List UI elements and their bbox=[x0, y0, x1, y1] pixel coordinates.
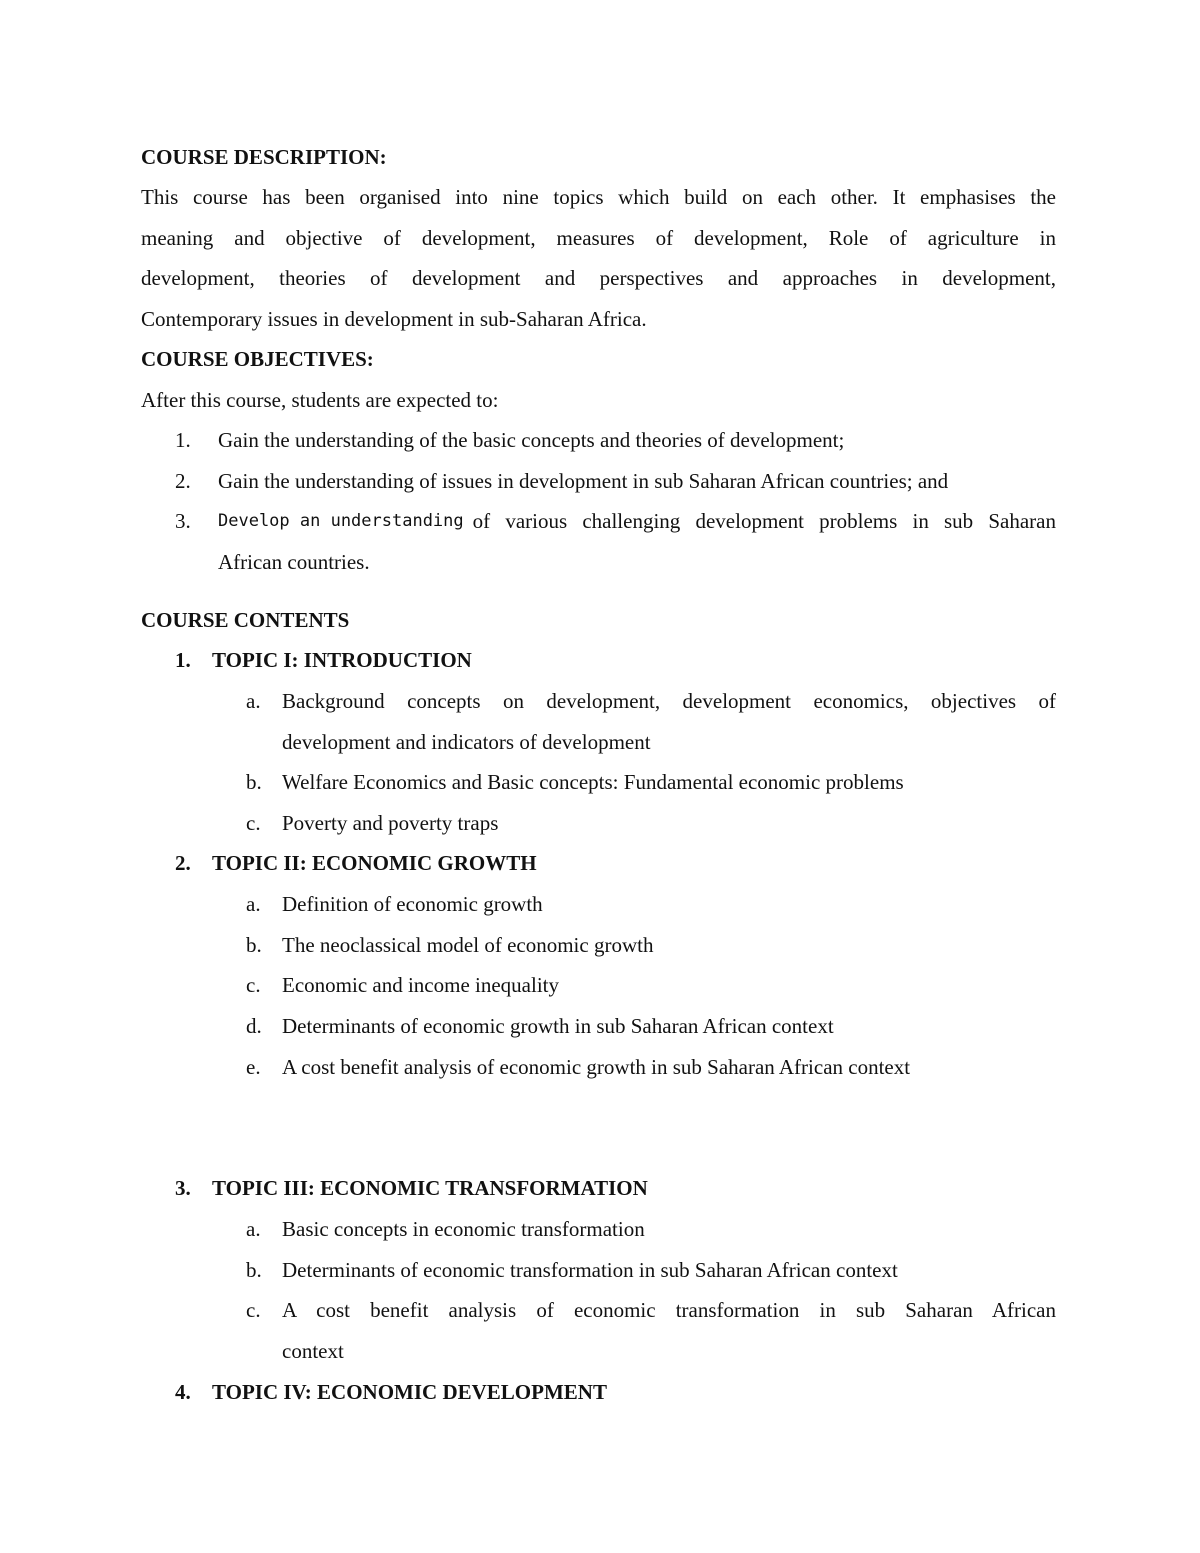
topic-item-letter: a. bbox=[246, 892, 261, 916]
topic-title: TOPIC III: ECONOMIC TRANSFORMATION bbox=[212, 1176, 648, 1200]
course-description-heading: COURSE DESCRIPTION: bbox=[141, 145, 387, 169]
topic-item-text: Background concepts on development, development economics, objectives of bbox=[282, 689, 1056, 713]
objective-lead-text: Develop an understanding bbox=[218, 511, 464, 531]
topic-item-letter: a. bbox=[246, 1217, 261, 1241]
topic-item-letter: c. bbox=[246, 973, 261, 997]
topic-number: 2. bbox=[175, 851, 191, 875]
objective-text: Gain the understanding of the basic concepts and theories of development; bbox=[218, 428, 845, 452]
topic-item-letter: e. bbox=[246, 1055, 261, 1079]
topic-item-text: The neoclassical model of economic growth bbox=[282, 933, 654, 957]
topic-item-text: Economic and income inequality bbox=[282, 973, 559, 997]
topic-item-text: Definition of economic growth bbox=[282, 892, 543, 916]
topic-item-text: Welfare Economics and Basic concepts: Fundamental economic problems bbox=[282, 770, 904, 794]
topic-item-letter: b. bbox=[246, 933, 262, 957]
topic-item-text: Determinants of economic growth in sub Saharan African context bbox=[282, 1014, 834, 1038]
topic-title: TOPIC IV: ECONOMIC DEVELOPMENT bbox=[212, 1380, 607, 1404]
objective-text: Gain the understanding of issues in development in sub Saharan African countries; and bbox=[218, 469, 949, 493]
description-line-1: This course has been organised into nine topics which build on each other. It emphasises the bbox=[141, 185, 1056, 209]
description-line-4: Contemporary issues in development in sub-Saharan Africa. bbox=[141, 307, 647, 331]
topic-item-letter: c. bbox=[246, 811, 261, 835]
topic-item-letter: d. bbox=[246, 1014, 262, 1038]
objective-number: 3. bbox=[175, 509, 191, 533]
topic-item-letter: a. bbox=[246, 689, 261, 713]
objectives-intro: After this course, students are expected to: bbox=[141, 388, 499, 412]
topic-number: 3. bbox=[175, 1176, 191, 1200]
topic-item-text: A cost benefit analysis of economic transformation in sub Saharan African bbox=[282, 1298, 1056, 1322]
topic-item-letter: c. bbox=[246, 1298, 261, 1322]
objective-text-continued: African countries. bbox=[218, 550, 370, 574]
topic-item-text: A cost benefit analysis of economic growth in sub Saharan African context bbox=[282, 1055, 911, 1079]
topic-number: 1. bbox=[175, 648, 191, 672]
topic-item-text: Poverty and poverty traps bbox=[282, 811, 499, 835]
topic-title: TOPIC I: INTRODUCTION bbox=[212, 648, 472, 672]
description-line-2: meaning and objective of development, measures of development, Role of agriculture in bbox=[141, 226, 1056, 250]
description-line-3: development, theories of development and perspectives and approaches in development, bbox=[141, 266, 1056, 290]
topic-number: 4. bbox=[175, 1380, 191, 1404]
topic-item-text-continued: development and indicators of development bbox=[282, 730, 651, 754]
objective-text bbox=[218, 506, 1056, 536]
topic-item-text: Basic concepts in economic transformation bbox=[282, 1217, 645, 1241]
topic-item-letter: b. bbox=[246, 1258, 262, 1282]
topic-title: TOPIC II: ECONOMIC GROWTH bbox=[212, 851, 537, 875]
course-contents-heading: COURSE CONTENTS bbox=[141, 608, 350, 632]
topic-item-letter: b. bbox=[246, 770, 262, 794]
topic-item-text-continued: context bbox=[282, 1339, 344, 1363]
topic-item-text: Determinants of economic transformation in sub Saharan African context bbox=[282, 1258, 898, 1282]
objective-number: 2. bbox=[175, 469, 191, 493]
objective-number: 1. bbox=[175, 428, 191, 452]
objective-rest-text: of various challenging development problems in sub Saharan bbox=[472, 509, 1056, 533]
course-objectives-heading: COURSE OBJECTIVES: bbox=[141, 347, 374, 371]
